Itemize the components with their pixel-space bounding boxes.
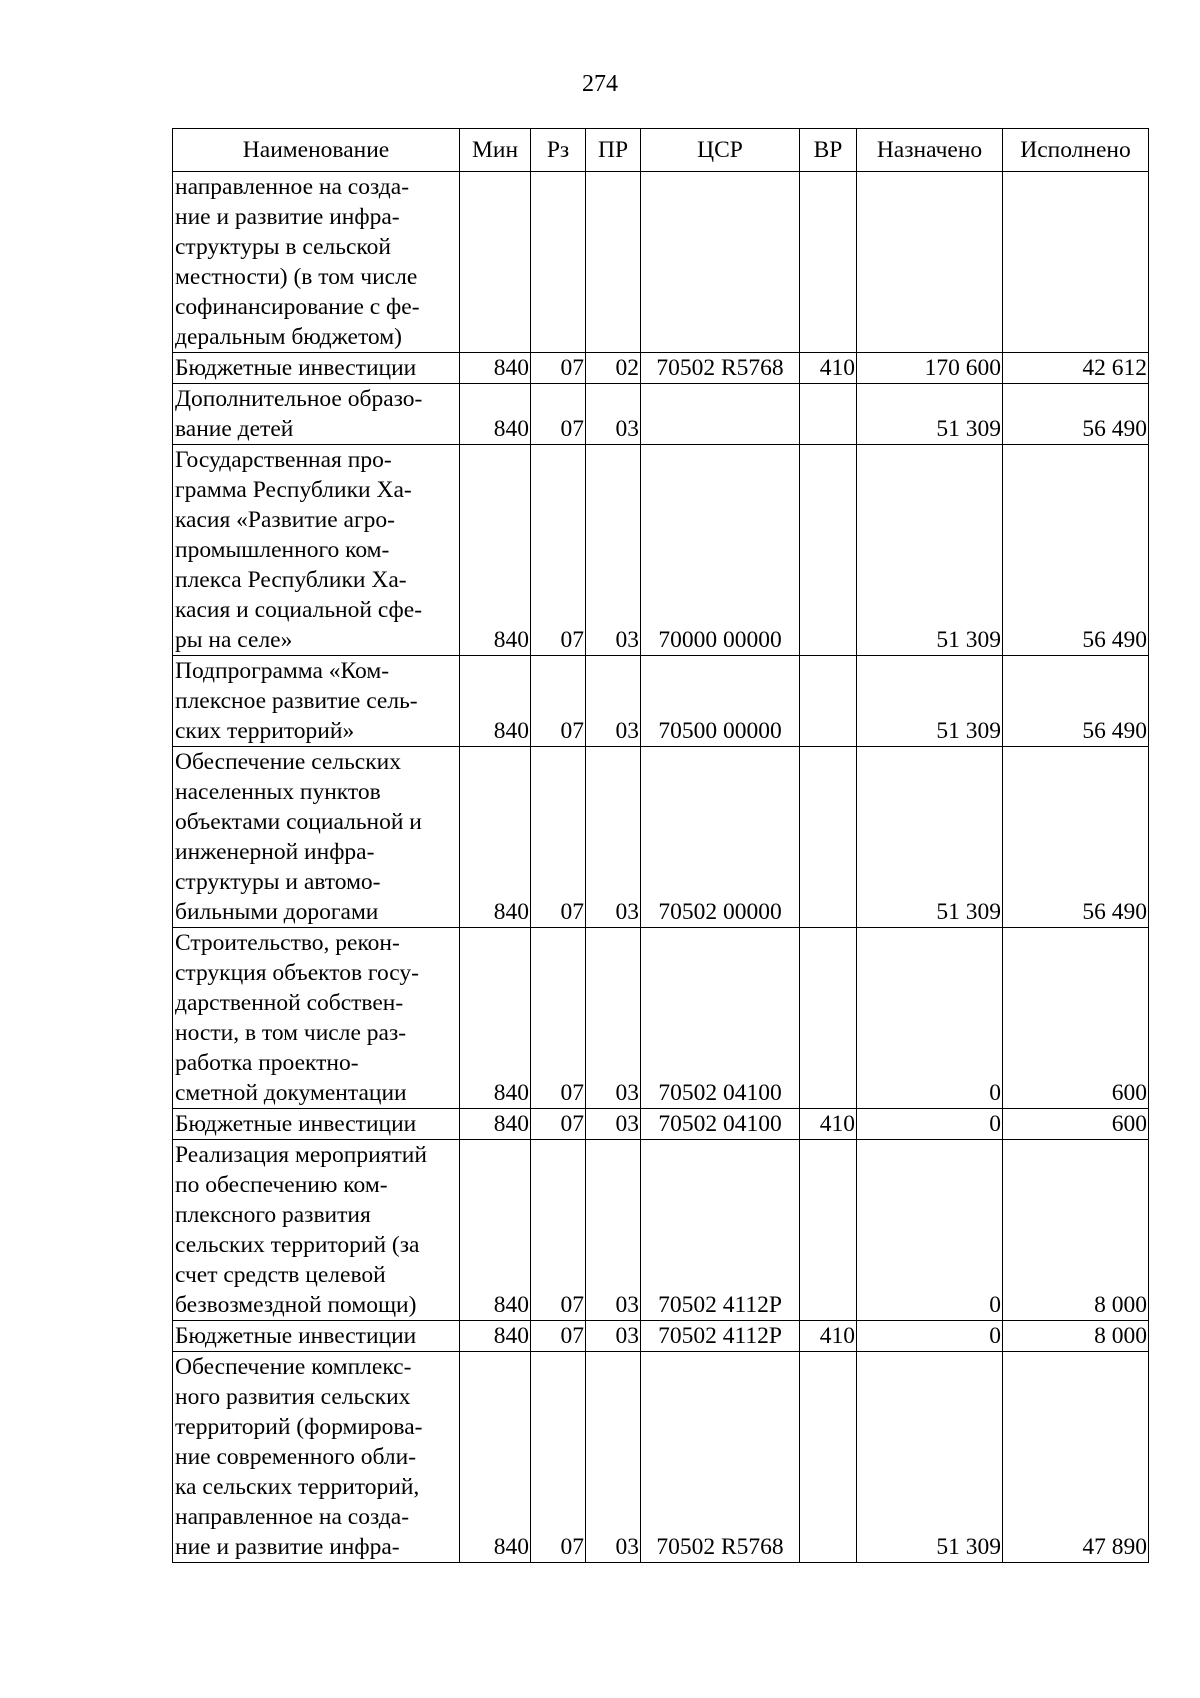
cell-name: [173, 1140, 460, 1321]
cell-name-line: Реализация мероприятий: [175, 1142, 427, 1168]
cell-name-line: Бюджетные инвестиции: [175, 1323, 417, 1349]
cell-executed: [1003, 928, 1149, 1109]
cell-vr: [800, 656, 857, 747]
cell-vr: [800, 928, 857, 1109]
cell-name-line: Подпрограмма «Ком-: [175, 658, 390, 684]
cell-vr: [800, 172, 857, 353]
cell-csr: [641, 384, 800, 445]
cell-csr-value: 70502 R5768: [656, 1534, 784, 1560]
cell-min: [460, 1352, 531, 1563]
cell-min-value: 840: [493, 1292, 529, 1318]
cell-min: [460, 172, 531, 353]
cell-rz: [531, 1352, 586, 1563]
cell-min-value: 840: [493, 1111, 529, 1137]
cell-pr: [586, 747, 641, 928]
cell-assigned: [857, 445, 1003, 656]
cell-rz-value: 07: [560, 718, 584, 744]
cell-min-value: 840: [493, 355, 529, 381]
cell-name: [173, 928, 460, 1109]
cell-csr: [641, 656, 800, 747]
cell-rz-value: 07: [560, 1534, 584, 1560]
table-row: [173, 747, 1149, 928]
cell-csr: [641, 445, 800, 656]
cell-name: [173, 445, 460, 656]
cell-rz-value: 07: [560, 627, 584, 653]
cell-rz: [531, 1109, 586, 1140]
cell-min: [460, 384, 531, 445]
cell-executed-value: 600: [1111, 1111, 1147, 1137]
cell-executed-value: 56 490: [1082, 416, 1147, 442]
cell-min: [460, 747, 531, 928]
cell-executed: [1003, 1109, 1149, 1140]
cell-executed: [1003, 445, 1149, 656]
cell-min: [460, 656, 531, 747]
cell-name-line: счет средств целевой: [175, 1262, 386, 1288]
cell-csr-value: 70502 R5768: [656, 355, 784, 381]
header-assigned: Назначено: [857, 129, 1003, 172]
cell-min-value: 840: [493, 627, 529, 653]
cell-assigned-value: 51 309: [936, 1534, 1001, 1560]
cell-vr: [800, 445, 857, 656]
cell-name-line: Обеспечение сельских: [175, 749, 401, 775]
table-row: [173, 1140, 1149, 1321]
cell-min: [460, 445, 531, 656]
cell-executed: [1003, 172, 1149, 353]
cell-name-line: струкция объектов госу-: [175, 960, 420, 986]
cell-vr: [800, 384, 857, 445]
table-row: [173, 172, 1149, 353]
cell-name: [173, 384, 460, 445]
cell-rz: [531, 1140, 586, 1321]
cell-name: [173, 1321, 460, 1352]
cell-name-line: ры на селе»: [175, 627, 293, 653]
cell-pr: [586, 445, 641, 656]
cell-executed-value: 8 000: [1094, 1323, 1147, 1349]
cell-assigned-value: 170 600: [924, 355, 1001, 381]
cell-csr: [641, 1352, 800, 1563]
cell-name-line: касия «Развитие агро-: [175, 507, 395, 533]
cell-name: [173, 1352, 460, 1563]
cell-pr: [586, 1140, 641, 1321]
cell-name-line: объектами социальной и: [175, 809, 422, 835]
cell-name-line: Строительство, рекон-: [175, 930, 400, 956]
cell-assigned: [857, 172, 1003, 353]
cell-name-line: ние современного обли-: [175, 1444, 417, 1470]
cell-csr-value: 70502 04100: [658, 1080, 782, 1106]
cell-assigned-value: 0: [989, 1292, 1001, 1318]
cell-assigned: [857, 747, 1003, 928]
cell-csr: [641, 172, 800, 353]
cell-name-line: по обеспечению ком-: [175, 1172, 388, 1198]
cell-pr-value: 03: [615, 899, 639, 925]
cell-assigned-value: 51 309: [936, 718, 1001, 744]
cell-csr: [641, 928, 800, 1109]
cell-csr: [641, 747, 800, 928]
header-pr: ПР: [586, 129, 641, 172]
cell-pr-value: 03: [615, 1292, 639, 1318]
cell-name-line: софинансирование с фе-: [175, 294, 420, 320]
cell-name-line: плекса Республики Ха-: [175, 567, 407, 593]
cell-name: [173, 656, 460, 747]
cell-vr: [800, 1352, 857, 1563]
cell-name-line: плексного развития: [175, 1202, 371, 1228]
cell-rz: [531, 747, 586, 928]
table-row: [173, 928, 1149, 1109]
table-row: [173, 1352, 1149, 1563]
cell-vr: [800, 1321, 857, 1352]
cell-min-value: 840: [493, 1534, 529, 1560]
cell-min: [460, 928, 531, 1109]
cell-pr: [586, 1321, 641, 1352]
cell-rz-value: 07: [560, 1292, 584, 1318]
cell-name-line: Бюджетные инвестиции: [175, 1111, 417, 1137]
cell-rz: [531, 172, 586, 353]
cell-pr-value: 03: [615, 627, 639, 653]
cell-name-line: направленное на созда-: [175, 174, 410, 200]
cell-rz: [531, 1321, 586, 1352]
cell-name: [173, 1109, 460, 1140]
table-row: [173, 1321, 1149, 1352]
cell-pr-value: 03: [615, 718, 639, 744]
cell-csr: [641, 1109, 800, 1140]
page-number: 274: [582, 71, 618, 97]
cell-pr: [586, 353, 641, 384]
cell-csr: [641, 1140, 800, 1321]
cell-pr-value: 03: [615, 1111, 639, 1137]
cell-csr-value: 70502 00000: [658, 899, 782, 925]
cell-executed-value: 600: [1111, 1080, 1147, 1106]
cell-executed: [1003, 353, 1149, 384]
header-vr: ВР: [800, 129, 857, 172]
cell-assigned-value: 0: [989, 1111, 1001, 1137]
cell-min: [460, 1321, 531, 1352]
cell-csr-value: 70500 00000: [658, 718, 782, 744]
cell-pr: [586, 172, 641, 353]
cell-rz: [531, 928, 586, 1109]
table-row: [173, 656, 1149, 747]
cell-name-line: населенных пунктов: [175, 779, 381, 805]
cell-executed-value: 56 490: [1082, 718, 1147, 744]
cell-min: [460, 353, 531, 384]
cell-pr: [586, 656, 641, 747]
cell-executed: [1003, 747, 1149, 928]
cell-executed-value: 8 000: [1094, 1292, 1147, 1318]
cell-rz: [531, 656, 586, 747]
cell-name-line: инженерной инфра-: [175, 839, 375, 865]
cell-name-line: ских территорий»: [175, 718, 355, 744]
cell-pr-value: 03: [615, 416, 639, 442]
cell-assigned: [857, 656, 1003, 747]
table-row: [173, 445, 1149, 656]
cell-name-line: ности, в том числе раз-: [175, 1020, 407, 1046]
table-row: [173, 1109, 1149, 1140]
cell-executed-value: 56 490: [1082, 899, 1147, 925]
cell-name-line: направленное на созда-: [175, 1504, 410, 1530]
cell-name-line: сметной документации: [175, 1080, 407, 1106]
cell-assigned-value: 0: [989, 1080, 1001, 1106]
cell-name-line: дарственной собствен-: [175, 990, 404, 1016]
cell-name-line: касия и социальной сфе-: [175, 597, 423, 623]
cell-assigned: [857, 1109, 1003, 1140]
cell-min-value: 840: [493, 718, 529, 744]
cell-pr-value: 03: [615, 1080, 639, 1106]
cell-csr-value: 70502 04100: [658, 1111, 782, 1137]
cell-assigned: [857, 384, 1003, 445]
cell-rz-value: 07: [560, 899, 584, 925]
header-min: Мин: [460, 129, 531, 172]
cell-min: [460, 1109, 531, 1140]
table-row: [173, 353, 1149, 384]
cell-pr: [586, 1352, 641, 1563]
cell-rz: [531, 445, 586, 656]
cell-name-line: ние и развитие инфра-: [175, 1534, 400, 1560]
budget-table: [172, 128, 1149, 1563]
cell-vr: [800, 1109, 857, 1140]
cell-rz: [531, 384, 586, 445]
cell-executed: [1003, 1321, 1149, 1352]
table-header-row: [173, 129, 1149, 172]
cell-name-line: деральным бюджетом): [175, 324, 402, 350]
cell-pr-value: 03: [615, 1534, 639, 1560]
cell-assigned: [857, 1321, 1003, 1352]
cell-name-line: структуры и автомо-: [175, 869, 381, 895]
cell-assigned-value: 0: [989, 1323, 1001, 1349]
cell-rz-value: 07: [560, 1080, 584, 1106]
cell-vr: [800, 1140, 857, 1321]
cell-name: [173, 747, 460, 928]
cell-pr-value: 03: [615, 1323, 639, 1349]
cell-pr: [586, 384, 641, 445]
cell-csr-value: 70502 4112P: [658, 1323, 782, 1349]
cell-rz: [531, 353, 586, 384]
cell-vr: [800, 747, 857, 928]
cell-name-line: Дополнительное образо-: [175, 386, 423, 412]
cell-name-line: Бюджетные инвестиции: [175, 355, 417, 381]
cell-csr-value: 70000 00000: [658, 627, 782, 653]
cell-name-line: структуры в сельской: [175, 234, 391, 260]
cell-vr-value: 410: [819, 1323, 855, 1349]
cell-name-line: ка сельских территорий,: [175, 1474, 420, 1500]
cell-executed: [1003, 1140, 1149, 1321]
cell-executed: [1003, 384, 1149, 445]
cell-assigned-value: 51 309: [936, 899, 1001, 925]
cell-name-line: Государственная про-: [175, 447, 392, 473]
cell-vr: [800, 353, 857, 384]
cell-name-line: территорий (формирова-: [175, 1414, 423, 1440]
cell-rz-value: 07: [560, 416, 584, 442]
cell-pr: [586, 1109, 641, 1140]
cell-assigned: [857, 1140, 1003, 1321]
cell-rz-value: 07: [560, 355, 584, 381]
cell-min-value: 840: [493, 899, 529, 925]
cell-executed: [1003, 1352, 1149, 1563]
cell-name-line: промышленного ком-: [175, 537, 390, 563]
cell-name-line: безвозмездной помощи): [175, 1292, 417, 1318]
table-row: [173, 384, 1149, 445]
header-executed: Исполнено: [1003, 129, 1149, 172]
cell-executed-value: 56 490: [1082, 627, 1147, 653]
cell-executed: [1003, 656, 1149, 747]
cell-csr-value: 70502 4112P: [658, 1292, 782, 1318]
cell-vr-value: 410: [819, 355, 855, 381]
cell-pr-value: 02: [615, 355, 639, 381]
cell-assigned-value: 51 309: [936, 627, 1001, 653]
cell-vr-value: 410: [819, 1111, 855, 1137]
cell-name: [173, 353, 460, 384]
header-rz: Рз: [531, 129, 586, 172]
cell-min-value: 840: [493, 1323, 529, 1349]
cell-name-line: ние и развитие инфра-: [175, 204, 400, 230]
table-body: [173, 172, 1149, 1563]
cell-name-line: ного развития сельских: [175, 1384, 411, 1410]
cell-pr: [586, 928, 641, 1109]
cell-name-line: бильными дорогами: [175, 899, 379, 925]
cell-csr: [641, 1321, 800, 1352]
cell-name-line: вание детей: [175, 416, 294, 442]
cell-assigned-value: 51 309: [936, 416, 1001, 442]
cell-csr: [641, 353, 800, 384]
cell-assigned: [857, 353, 1003, 384]
cell-rz-value: 07: [560, 1323, 584, 1349]
cell-name-line: плексное развитие сель-: [175, 688, 418, 714]
cell-name-line: грамма Республики Ха-: [175, 477, 412, 503]
cell-name-line: сельских территорий (за: [175, 1232, 420, 1258]
header-csr: ЦСР: [641, 129, 800, 172]
cell-min-value: 840: [493, 1080, 529, 1106]
cell-name: [173, 172, 460, 353]
cell-assigned: [857, 928, 1003, 1109]
cell-name-line: работка проектно-: [175, 1050, 359, 1076]
cell-name-line: Обеспечение комплекс-: [175, 1354, 412, 1380]
cell-min-value: 840: [493, 416, 529, 442]
header-name: Наименование: [173, 129, 460, 172]
cell-executed-value: 47 890: [1082, 1534, 1147, 1560]
cell-executed-value: 42 612: [1082, 355, 1147, 381]
cell-name-line: местности) (в том числе: [175, 264, 418, 290]
cell-rz-value: 07: [560, 1111, 584, 1137]
cell-assigned: [857, 1352, 1003, 1563]
cell-min: [460, 1140, 531, 1321]
